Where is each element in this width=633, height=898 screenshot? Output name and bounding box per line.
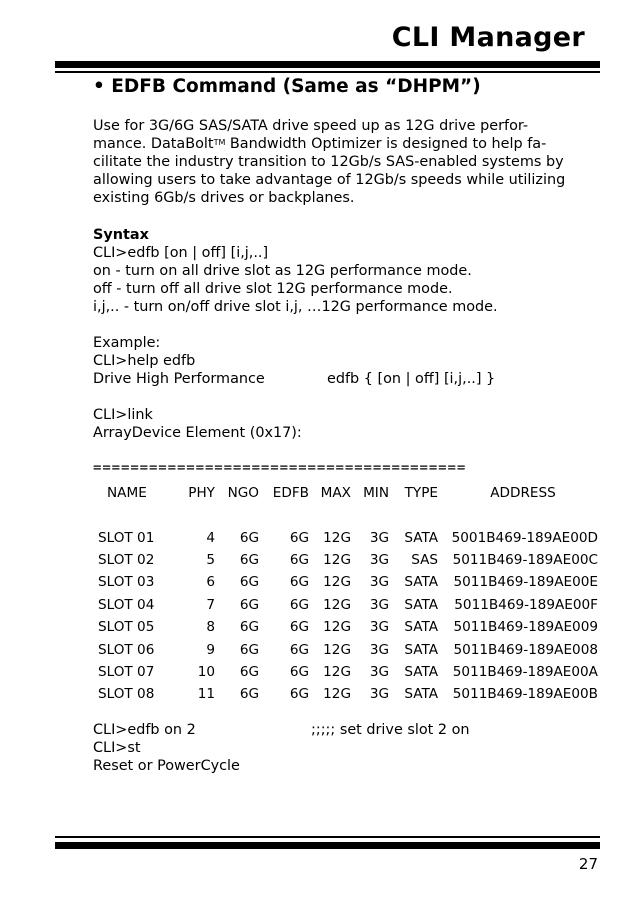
spacer-row <box>93 504 598 526</box>
table-cell: SATA <box>404 686 438 703</box>
table-cell: SLOT 01 <box>98 529 155 546</box>
page-header-title: CLI Manager <box>391 22 585 53</box>
column-header: PHY <box>188 485 215 501</box>
section-title <box>93 76 481 97</box>
page-number: 27 <box>578 855 598 873</box>
syntax-slot-description: i,j,.. - turn on/off drive slot i,j, …12G performance mode. <box>93 299 498 315</box>
edfb-on-comment: ;;;;; set drive slot 2 on <box>311 722 470 738</box>
table-header-row <box>93 482 598 504</box>
table-cell: 6G <box>289 574 309 591</box>
table-cell: 3G <box>369 574 389 591</box>
table-cell: 3G <box>369 529 389 546</box>
table-row <box>93 661 598 683</box>
table-row <box>93 638 598 660</box>
table-cell: 6G <box>289 529 309 546</box>
syntax-command: CLI>edfb [on | off] [i,j,..] <box>93 245 269 261</box>
table-cell: 9 <box>206 641 215 658</box>
column-header: NGO <box>227 485 259 501</box>
table-cell: 8 <box>206 619 215 636</box>
table-cell: 6G <box>239 551 259 568</box>
device-table <box>93 482 598 706</box>
table-cell: SLOT 02 <box>98 551 155 568</box>
header-rule-thin <box>55 71 600 73</box>
intro-line: Use for 3G/6G SAS/SATA drive speed up as 12G drive perfor- <box>93 118 529 134</box>
table-cell: 4 <box>206 529 215 546</box>
table-cell: 12G <box>323 574 351 591</box>
table-cell: 5011B469-189AE00B <box>452 686 598 703</box>
table-cell: 12G <box>323 641 351 658</box>
table-cell: 12G <box>323 551 351 568</box>
table-cell: 3G <box>369 663 389 680</box>
array-device-line: ArrayDevice Element (0x17): <box>93 425 302 441</box>
table-cell: SLOT 08 <box>98 686 155 703</box>
table-cell: 12G <box>323 529 351 546</box>
table-cell: 5011B469-189AE00C <box>452 551 598 568</box>
syntax-on-description: on - turn on all drive slot as 12G performance mode. <box>93 263 472 279</box>
table-cell: SAS <box>411 551 438 568</box>
table-row <box>93 616 598 638</box>
footer-rule-thick <box>55 842 600 849</box>
table-cell: 12G <box>323 619 351 636</box>
table-row <box>93 549 598 571</box>
table-cell: 5011B469-189AE00E <box>453 574 598 591</box>
table-cell-highlighted: 6G <box>289 551 309 568</box>
table-cell: 5 <box>206 551 215 568</box>
intro-line: existing 6Gb/s drives or backplanes. <box>93 190 355 206</box>
table-cell: 5011B469-189AE008 <box>453 641 598 658</box>
intro-line: allowing users to take advantage of 12Gb/s speeds while utilizing <box>93 172 566 188</box>
table-cell: SLOT 03 <box>98 574 155 591</box>
table-cell: 5001B469-189AE00D <box>451 529 598 546</box>
example-block <box>93 334 496 388</box>
table-cell: SATA <box>404 663 438 680</box>
table-cell: 5011B469-189AE00A <box>452 663 598 680</box>
column-header: TYPE <box>404 485 438 501</box>
example-label: Example: <box>93 335 161 351</box>
table-cell: SLOT 06 <box>98 641 155 658</box>
section-title-text: EDFB Command (Same as “DHPM”) <box>111 76 481 97</box>
separator-line: ======================================== <box>93 460 467 476</box>
table-cell: 12G <box>323 596 351 613</box>
syntax-off-description: off - turn off all drive slot 12G performance mode. <box>93 281 453 297</box>
edfb-on-command: CLI>edfb on 2 ;;;;; set drive slot 2 on <box>93 722 470 738</box>
st-command: CLI>st <box>93 740 141 756</box>
table-row <box>93 526 598 548</box>
table-cell: 6G <box>289 619 309 636</box>
table-cell: 6G <box>289 596 309 613</box>
table-cell: 6G <box>239 641 259 658</box>
syntax-block <box>93 226 498 316</box>
link-block <box>93 406 302 442</box>
intro-paragraph <box>93 117 565 207</box>
header-rule-thick <box>55 61 600 68</box>
table-cell: 6G <box>239 619 259 636</box>
reset-line: Reset or PowerCycle <box>93 758 240 774</box>
trademark-mark: TM <box>213 138 226 147</box>
table-cell: 12G <box>323 663 351 680</box>
link-command: CLI>link <box>93 407 153 423</box>
table-cell: SLOT 04 <box>98 596 155 613</box>
intro-line: cilitate the industry transition to 12Gb/s SAS-enabled systems by <box>93 154 564 170</box>
table-cell: 5011B469-189AE009 <box>453 619 598 636</box>
table-cell: SATA <box>404 574 438 591</box>
column-header: MAX <box>320 485 351 501</box>
table-cell: 7 <box>206 596 215 613</box>
table-cell: 6G <box>239 529 259 546</box>
table-cell: 6G <box>289 686 309 703</box>
syntax-heading: Syntax <box>93 227 149 243</box>
help-output: Drive High Performance edfb { [on | off] [i,j,..] } <box>93 371 496 387</box>
bullet-icon: • <box>93 76 105 97</box>
column-header: ADDRESS <box>490 485 556 501</box>
table-cell: 12G <box>323 686 351 703</box>
table-cell: 3G <box>369 596 389 613</box>
table-cell: SLOT 07 <box>98 663 155 680</box>
table-cell: 3G <box>369 551 389 568</box>
help-command: CLI>help edfb <box>93 353 196 369</box>
table-cell: 6G <box>239 686 259 703</box>
table-cell: 6G <box>239 574 259 591</box>
table-cell: 6 <box>206 574 215 591</box>
column-header: NAME <box>107 485 147 501</box>
table-cell: 3G <box>369 619 389 636</box>
table-cell: 5011B469-189AE00F <box>454 596 598 613</box>
table-cell: SATA <box>404 596 438 613</box>
table-cell: 6G <box>239 663 259 680</box>
footer-commands <box>93 721 470 775</box>
table-cell: 3G <box>369 686 389 703</box>
table-cell: 6G <box>239 596 259 613</box>
table-cell: SATA <box>404 641 438 658</box>
table-cell: 11 <box>197 686 215 703</box>
column-header: EDFB <box>272 485 309 501</box>
table-cell: SLOT 05 <box>98 619 155 636</box>
table-row <box>93 683 598 705</box>
table-cell: 6G <box>289 641 309 658</box>
table-cell: 10 <box>197 663 215 680</box>
table-cell: 6G <box>289 663 309 680</box>
table-row <box>93 571 598 593</box>
help-output-syntax: edfb { [on | off] [i,j,..] } <box>327 371 496 387</box>
table-cell: 3G <box>369 641 389 658</box>
table-row <box>93 594 598 616</box>
column-header: MIN <box>363 485 389 501</box>
table-cell: SATA <box>404 619 438 636</box>
footer-rule-thin <box>55 836 600 838</box>
table-cell: SATA <box>404 529 438 546</box>
intro-line: mance. DataBolt™ Bandwidth Optimizer is designed to help fa- <box>93 136 547 152</box>
